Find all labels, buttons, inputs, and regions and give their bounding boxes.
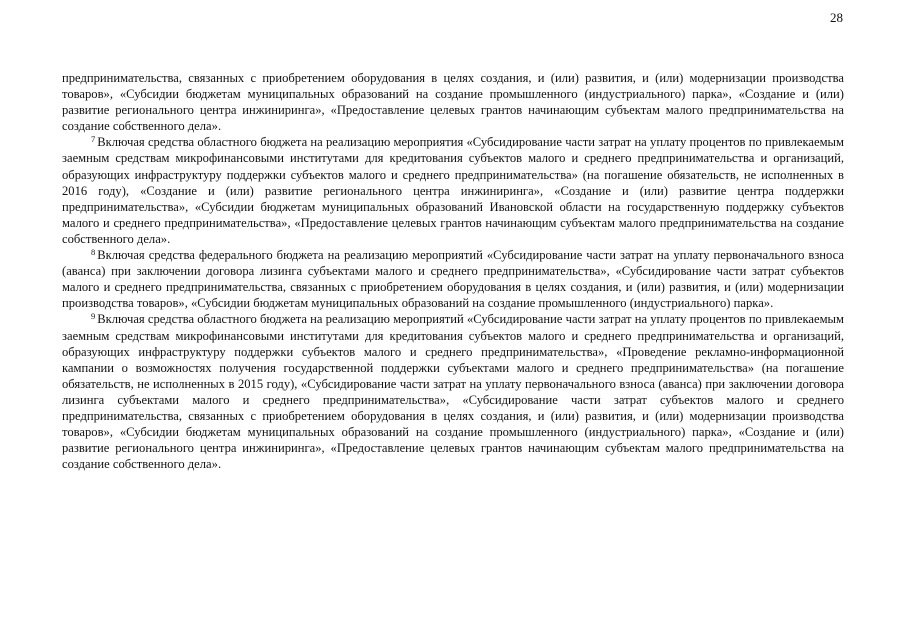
footnote-marker: 8	[91, 247, 96, 258]
footnote-text: Включая средства федерального бюджета на реализацию мероприятий «Субсидирование части затрат на уплату первоначального взноса (аванса) при заключении договора лизинга субъектами малого и среднего предпринимательства», «Субсидирование части затрат субъектов малого и среднего предпринимательства, связанных с приобретением оборудования в целях создания, и (или) развития, и (или) модернизации производства товаров», «Субсидии бюджетам муниципальных образований на создание промышленного (индустриального) парка».	[62, 248, 844, 311]
footnote-9	[62, 311, 844, 472]
footnotes-body	[62, 70, 844, 472]
page-number: 28	[830, 10, 843, 25]
footnote-text: Включая средства областного бюджета на реализацию мероприятий «Субсидирование части затрат на уплату процентов по привлекаемым заемным средствам микрофинансовыми институтами для кредитования субъектов малого и среднего предпринимательства и организаций, образующих инфраструктуру поддержки субъектов малого и среднего предпринимательства», «Проведение рекламно-информационной кампании о возможностях получения государственной поддержки субъектами малого и среднего предпринимательства» (на погашение обязательств, не исполненных в 2015 году), «Субсидирование части затрат на уплату первоначального взноса (аванса) при заключении договора лизинга субъектами малого и среднего предпринимательства», «Субсидирование части затрат субъектов малого и среднего предпринимательства, связанных с приобретением оборудования в целях создания, и (или) развития, и (или) модернизации производства товаров», «Субсидии бюджетам муниципальных образований на создание промышленного (индустриального) парка», «Создание и (или) развитие регионального центра инжиниринга», «Предоставление целевых грантов начинающим субъектам малого предпринимательства на создание собственного дела».	[62, 312, 844, 472]
paragraph-continuation	[62, 70, 844, 134]
footnote-text: Включая средства областного бюджета на реализацию мероприятия «Субсидирование части затрат на уплату процентов по привлекаемым заемным средствам микрофинансовыми институтами для кредитования субъектов малого и среднего предпринимательства и организаций, образующих инфраструктуру поддержки субъектов малого и среднего предпринимательства» (на погашение обязательств, не исполненных в 2016 году), «Создание и (или) развитие регионального центра инжиниринга», «Создание и (или) развитие центра поддержки предпринимательства», «Субсидии бюджетам муниципальных образований Ивановской области на государственную поддержку субъектов малого и среднего предпринимательства», «Предоставление целевых грантов начинающим субъектам малого предпринимательства на создание собственного дела».	[62, 135, 844, 246]
footnote-7	[62, 134, 844, 247]
footnote-8	[62, 247, 844, 311]
paragraph-text: предпринимательства, связанных с приобретением оборудования в целях создания, и (или) развития, и (или) модернизации производства товаров», «Субсидии бюджетам муниципальных образований на создание промышленного (индустриального) парка», «Создание и (или) развитие регионального центра инжиниринга», «Предоставление целевых грантов начинающим субъектам малого предпринимательства на создание собственного дела».	[62, 71, 844, 134]
footnote-marker: 9	[91, 311, 96, 322]
footnote-marker: 7	[91, 134, 96, 145]
